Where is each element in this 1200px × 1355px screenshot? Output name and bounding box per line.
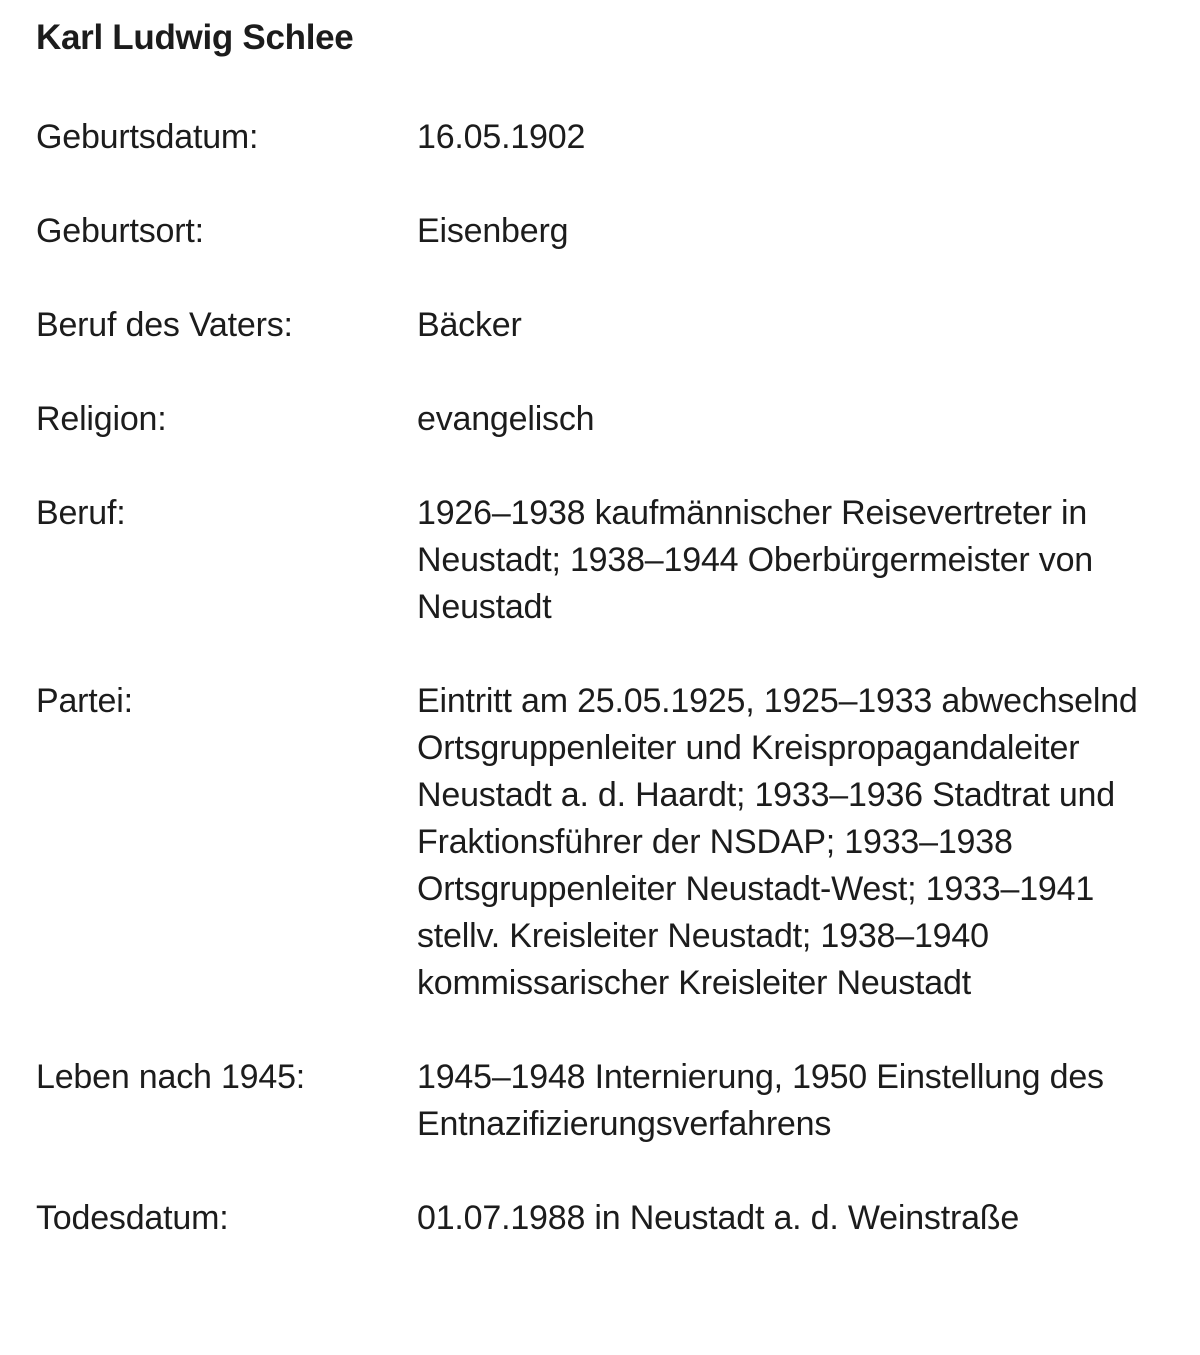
entry-label: Religion: bbox=[36, 400, 167, 438]
entry-value: 1926–1938 kaufmännischer Reisevertreter in Neustadt; 1938–1944 Oberbürgermeister von Neustadt bbox=[417, 494, 1094, 626]
entry-party bbox=[36, 678, 1176, 1007]
entry-label: Beruf des Vaters: bbox=[36, 306, 293, 344]
entry-label: Leben nach 1945: bbox=[36, 1058, 306, 1096]
entry-value: 1945–1948 Internierung, 1950 Einstellung des Entnazifizierungsverfahrens bbox=[417, 1058, 1104, 1143]
entry-value: Bäcker bbox=[417, 306, 522, 344]
biography-card bbox=[36, 18, 1176, 1242]
entry-value: 01.07.1988 in Neustadt a. d. Weinstraße bbox=[417, 1199, 1020, 1237]
entry-father-occupation bbox=[36, 302, 1176, 349]
entry-value: evangelisch bbox=[417, 400, 595, 438]
biography-entries bbox=[36, 114, 1176, 1242]
entry-life-after-1945 bbox=[36, 1054, 1176, 1148]
entry-value: Eintritt am 25.05.1925, 1925–1933 abwechselnd Ortsgruppenleiter und Kreispropagandaleiter Neustadt a. d. Haardt; 1933–1936 Stadtrat und Fraktionsführer der NSDAP; 1933–1938 Ortsgruppenleiter Neustadt-West; 1933–1941 stellv. Kreisleiter Neustadt; 1938–1940 kommissarischer Kreisleiter Neustadt bbox=[417, 682, 1138, 1002]
entry-label: Geburtsdatum: bbox=[36, 118, 259, 156]
entry-value: Eisenberg bbox=[417, 212, 569, 250]
entry-birth-place bbox=[36, 208, 1176, 255]
entry-label: Geburtsort: bbox=[36, 212, 204, 250]
entry-birth-date bbox=[36, 114, 1176, 161]
entry-value: 16.05.1902 bbox=[417, 118, 586, 156]
entry-occupation bbox=[36, 490, 1176, 631]
entry-label: Partei: bbox=[36, 682, 133, 720]
entry-label: Todesdatum: bbox=[36, 1199, 229, 1237]
entry-death-date bbox=[36, 1195, 1176, 1242]
entry-religion bbox=[36, 396, 1176, 443]
entry-label: Beruf: bbox=[36, 494, 126, 532]
person-name: Karl Ludwig Schlee bbox=[36, 18, 354, 57]
